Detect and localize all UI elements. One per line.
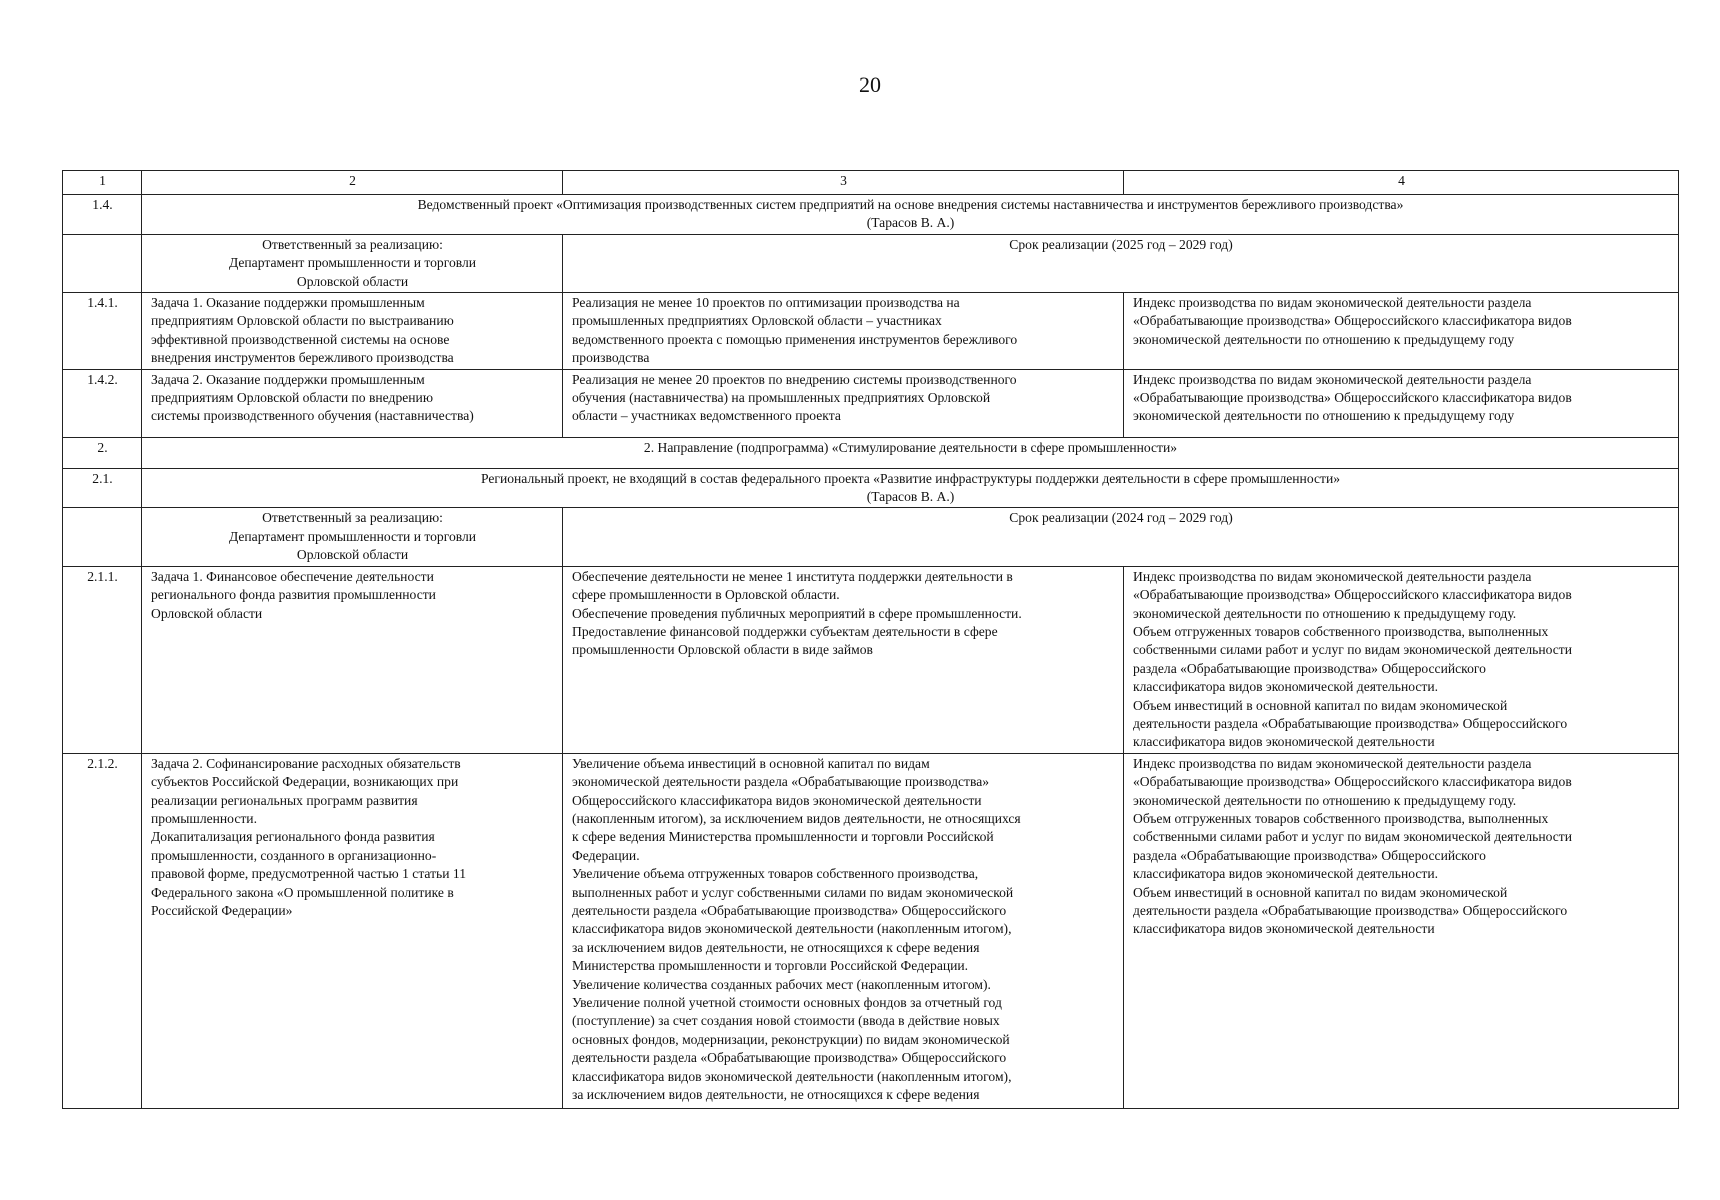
indicator-cell: Индекс производства по видам экономической деятельности раздела «Обрабатывающие производства» Общероссийского классификатора видов экономической деятельности по отношению к предыдущему году <box>1124 369 1679 437</box>
table-header-row <box>63 171 1679 195</box>
result-cell: Реализация не менее 10 проектов по оптимизации производства на промышленных предприятиях Орловской области – участниках ведомственного проекта с помощью применения инструментов бережливого производства <box>563 293 1124 370</box>
table-row <box>63 508 1679 566</box>
section-title: 2. Направление (подпрограмма) «Стимулирование деятельности в сфере промышленности» <box>142 437 1679 468</box>
table-row <box>63 369 1679 437</box>
table-row <box>63 437 1679 468</box>
program-table <box>62 170 1679 1109</box>
responsible-department: Ответственный за реализацию: Департамент промышленности и торговли Орловской области <box>142 234 563 292</box>
task-cell: Задача 2. Оказание поддержки промышленным предприятиям Орловской области по внедрению системы производственного обучения (наставничества) <box>142 369 563 437</box>
section-title: Ведомственный проект «Оптимизация производственных систем предприятий на основе внедрения системы наставничества и инструментов бережливого производства» (Тарасов В. А.) <box>142 195 1679 235</box>
implementation-period: Срок реализации (2024 год – 2029 год) <box>563 508 1679 566</box>
row-number: 1.4.1. <box>63 293 142 370</box>
task-cell: Задача 2. Софинансирование расходных обязательств субъектов Российской Федерации, возникающих при реализации региональных программ развития промышленности. Докапитализация регионального фонда развития промышленности, созданного в организационно- правовой форме, предусмотренной частью 1 статьи 11 Федерального закона «О промышленной политике в Российской Федерации» <box>142 753 563 1108</box>
row-number: 2.1.2. <box>63 753 142 1108</box>
table-row <box>63 566 1679 753</box>
result-cell: Реализация не менее 20 проектов по внедрению системы производственного обучения (наставничества) на промышленных предприятиях Орловской области – участниках ведомственного проекта <box>563 369 1124 437</box>
section-title: Региональный проект, не входящий в состав федерального проекта «Развитие инфраструктуры поддержки деятельности в сфере промышленности» (Тарасов В. А.) <box>142 468 1679 508</box>
result-cell: Обеспечение деятельности не менее 1 института поддержки деятельности в сфере промышленности в Орловской области. Обеспечение проведения публичных мероприятий в сфере промышленности. Предоставление финансовой поддержки субъектам деятельности в сфере промышленности Орловской области в виде займов <box>563 566 1124 753</box>
responsible-department: Ответственный за реализацию: Департамент промышленности и торговли Орловской области <box>142 508 563 566</box>
page-number: 20 <box>859 72 881 97</box>
implementation-period: Срок реализации (2025 год – 2029 год) <box>563 234 1679 292</box>
table-row <box>63 195 1679 235</box>
indicator-cell: Индекс производства по видам экономической деятельности раздела «Обрабатывающие производства» Общероссийского классификатора видов экономической деятельности по отношению к предыдущему году. Объем отгруженных товаров собственного производства, выполненных собственными силами работ и услуг по видам экономической деятельности раздела «Обрабатывающие производства» Общероссийского классификатора видов экономической деятельности. Объем инвестиций в основной капитал по видам экономической деятельности раздела «Обрабатывающие производства» Общероссийского классификатора видов экономической деятельности <box>1124 566 1679 753</box>
table-row <box>63 468 1679 508</box>
column-header-3: 3 <box>563 171 1124 195</box>
row-number-empty <box>63 234 142 292</box>
column-header-4: 4 <box>1124 171 1679 195</box>
row-number: 2.1.1. <box>63 566 142 753</box>
task-cell: Задача 1. Оказание поддержки промышленным предприятиям Орловской области по выстраиванию эффективной производственной системы на основе внедрения инструментов бережливого производства <box>142 293 563 370</box>
row-number: 2. <box>63 437 142 468</box>
row-number: 1.4. <box>63 195 142 235</box>
row-number: 1.4.2. <box>63 369 142 437</box>
row-number: 2.1. <box>63 468 142 508</box>
task-cell: Задача 1. Финансовое обеспечение деятельности регионального фонда развития промышленности Орловской области <box>142 566 563 753</box>
table-row <box>63 753 1679 1108</box>
column-header-1: 1 <box>63 171 142 195</box>
indicator-cell: Индекс производства по видам экономической деятельности раздела «Обрабатывающие производства» Общероссийского классификатора видов экономической деятельности по отношению к предыдущему году. Объем отгруженных товаров собственного производства, выполненных собственными силами работ и услуг по видам экономической деятельности раздела «Обрабатывающие производства» Общероссийского классификатора видов экономической деятельности. Объем инвестиций в основной капитал по видам экономической деятельности раздела «Обрабатывающие производства» Общероссийского классификатора видов экономической деятельности <box>1124 753 1679 1108</box>
table-row <box>63 293 1679 370</box>
indicator-cell: Индекс производства по видам экономической деятельности раздела «Обрабатывающие производства» Общероссийского классификатора видов экономической деятельности по отношению к предыдущему году <box>1124 293 1679 370</box>
row-number-empty <box>63 508 142 566</box>
table-row <box>63 234 1679 292</box>
result-cell: Увеличение объема инвестиций в основной капитал по видам экономической деятельности раздела «Обрабатывающие производства» Общероссийского классификатора видов экономической деятельности (накопленным итогом), за исключением видов деятельности, не относящихся к сфере ведения Министерства промышленности и торговли Российской Федерации. Увеличение объема отгруженных товаров собственного производства, выполненных работ и услуг собственными силами по видам экономической деятельности раздела «Обрабатывающие производства» Общероссийского классификатора видов экономической деятельности (накопленным итогом), за исключением видов деятельности, не относящихся к сфере ведения Министерства промышленности и торговли Российской Федерации. Увеличение количества созданных рабочих мест (накопленным итогом). Увеличение полной учетной стоимости основных фондов за отчетный год (поступление) за счет создания новой стоимости (ввода в действие новых основных фондов, модернизации, реконструкции) по видам экономической деятельности раздела «Обрабатывающие производства» Общероссийского классификатора видов экономической деятельности (накопленным итогом), за исключением видов деятельности, не относящихся к сфере ведения <box>563 753 1124 1108</box>
column-header-2: 2 <box>142 171 563 195</box>
